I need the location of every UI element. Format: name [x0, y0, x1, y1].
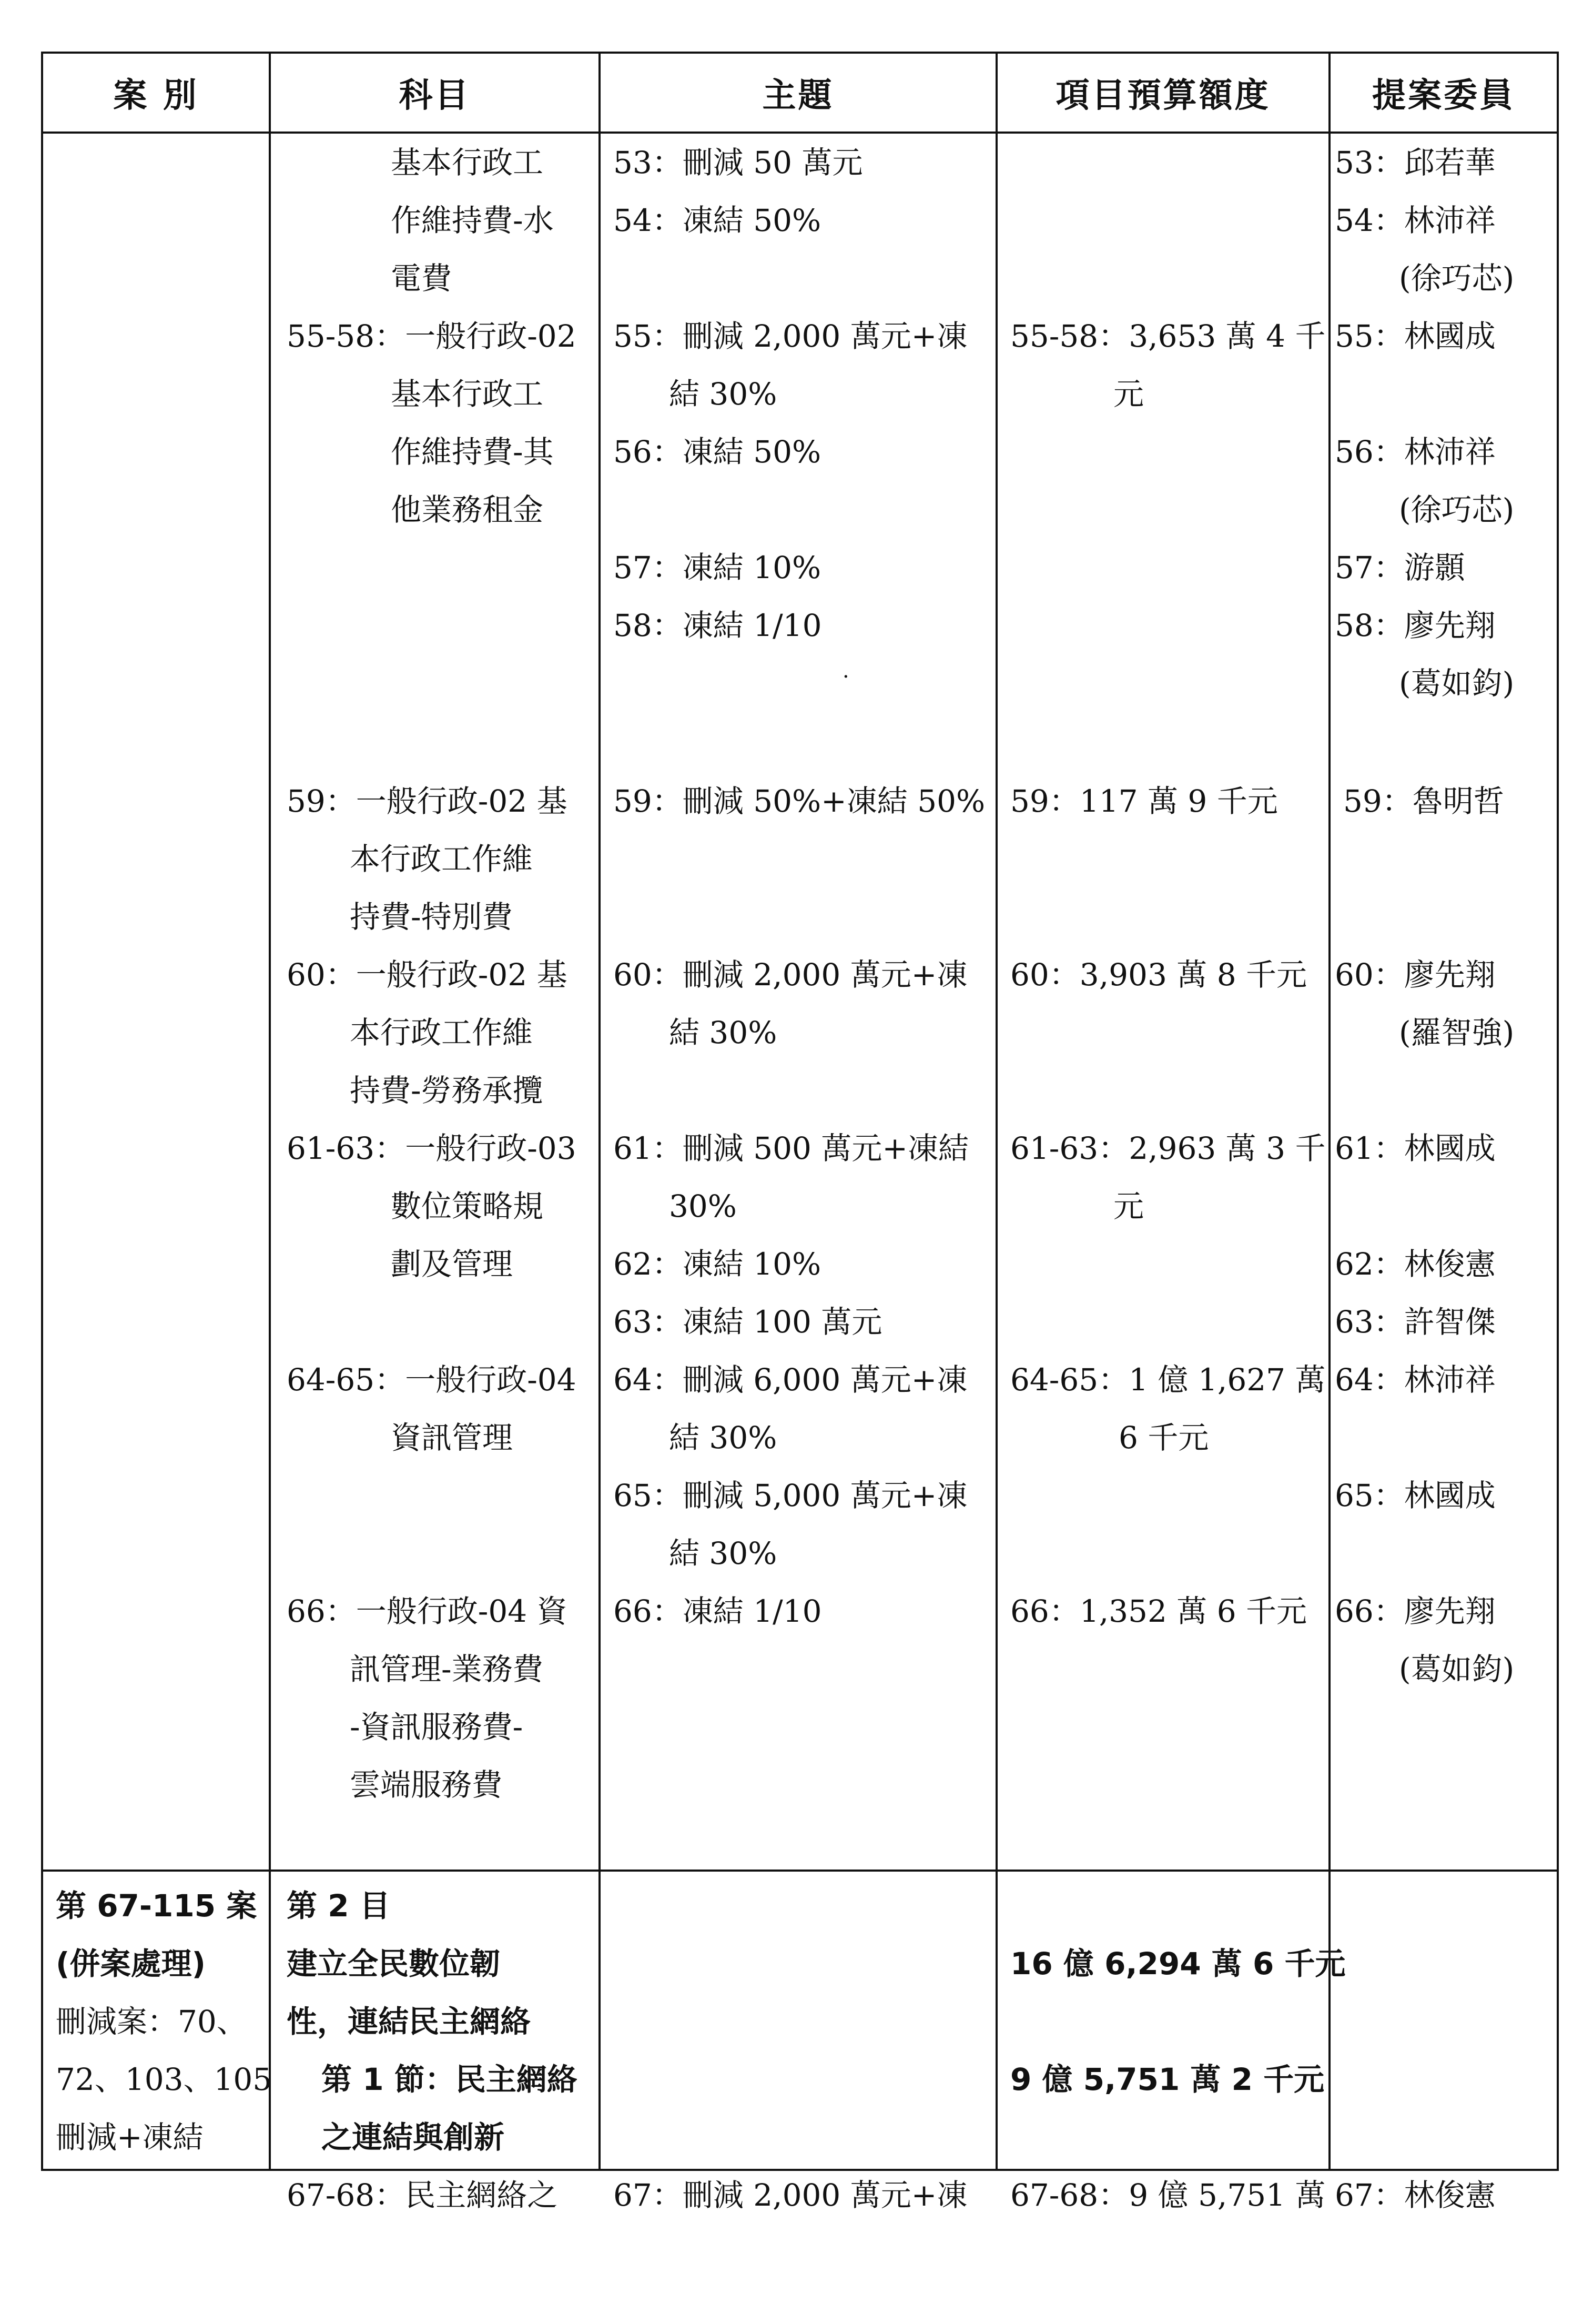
subject-line: 本行政工作維 — [350, 841, 533, 877]
proposer-line: 59：魯明哲 — [1343, 783, 1504, 819]
proposer-line: 54：林沛祥 — [1335, 203, 1496, 238]
budget-table — [41, 52, 1559, 2213]
case-line: (併案處理) — [56, 1946, 206, 1982]
proposer-line: 67：林俊憲 — [1335, 2177, 1496, 2213]
subject-line: 資訊管理 — [391, 1420, 513, 1456]
case-line: 刪減+凍結 — [56, 2119, 204, 2155]
subject-line: 基本行政工 — [391, 376, 544, 412]
proposer-cell — [1330, 1871, 1558, 2213]
budget-line: 55-58：3,653 萬 4 千 — [1010, 318, 1326, 354]
budget-line: 元 — [1113, 1188, 1144, 1224]
subject-line: 雲端服務費 — [350, 1767, 503, 1803]
topic-line: 60：刪減 2,000 萬元+凍 — [613, 957, 968, 993]
topic-line: 結 30% — [669, 376, 777, 412]
budget-line: 6 千元 — [1119, 1420, 1209, 1456]
topic-line: 57：凍結 10% — [613, 550, 821, 585]
case-line: 刪減案：70、 — [56, 2004, 247, 2039]
budget-line: 67-68：9 億 5,751 萬 — [1010, 2177, 1326, 2213]
header-proposer: 提案委員 — [1330, 53, 1558, 133]
topic-line: 59：刪減 50%+凍結 50% — [613, 783, 986, 819]
budget-line: 9 億 5,751 萬 2 千元 — [1010, 2062, 1325, 2097]
topic-line: 62：凍結 10% — [613, 1246, 821, 1282]
topic-line: 65：刪減 5,000 萬元+凍 — [613, 1478, 968, 1513]
budget-cell — [997, 1871, 1346, 2213]
proposer-line: 66：廖先翔 — [1335, 1593, 1496, 1629]
topic-line: 結 30% — [669, 1535, 777, 1571]
subject-line: 性，連結民主網絡 — [287, 2004, 531, 2039]
budget-line: 16 億 6,294 萬 6 千元 — [1010, 1946, 1346, 1982]
subject-line: 持費-特別費 — [350, 899, 513, 935]
budget-line: 66：1,352 萬 6 千元 — [1010, 1593, 1307, 1629]
budget-line: 61-63：2,963 萬 3 千 — [1010, 1130, 1326, 1166]
proposer-line: 64：林沛祥 — [1335, 1362, 1496, 1398]
proposer-line: 55：林國成 — [1335, 318, 1496, 354]
topic-line: 結 30% — [669, 1015, 777, 1050]
subject-line: 持費-勞務承攬 — [350, 1073, 543, 1108]
subject-line: 66：一般行政-04 資 — [287, 1593, 567, 1629]
proposer-line: 61：林國成 — [1335, 1130, 1496, 1166]
proposer-line: 58：廖先翔 — [1335, 608, 1496, 643]
topic-line: 53：刪減 50 萬元 — [613, 145, 863, 180]
topic-line: 56：凍結 50% — [613, 434, 821, 470]
subject-line: 數位策略規 — [391, 1188, 544, 1224]
proposer-cell — [1330, 133, 1558, 1871]
subject-line: 劃及管理 — [391, 1246, 513, 1282]
topic-line: 66：凍結 1/10 — [613, 1593, 822, 1629]
subject-line: 60：一般行政-02 基 — [287, 957, 567, 993]
subject-line: 他業務租金 — [391, 492, 544, 528]
budget-line: 59：117 萬 9 千元 — [1010, 783, 1278, 819]
proposer-line: (徐巧芯) — [1399, 492, 1515, 528]
subject-line: 作維持費-水 — [391, 203, 554, 238]
budget-table-page — [41, 52, 1557, 2213]
topic-line: 67：刪減 2,000 萬元+凍 — [613, 2177, 968, 2213]
proposer-line: 57：游顥 — [1335, 550, 1465, 585]
header-subject: 科目 — [270, 53, 600, 133]
subject-line: 61-63：一般行政-03 — [287, 1130, 576, 1166]
subject-line: 67-68：民主網絡之 — [287, 2177, 558, 2213]
subject-line: 59：一般行政-02 基 — [287, 783, 567, 819]
header-case: 案 別 — [42, 53, 270, 133]
table-row — [42, 1871, 1558, 2170]
proposer-line: 53：邱若華 — [1335, 145, 1496, 180]
topic-line: 58：凍結 1/10 — [613, 608, 822, 643]
topic-line: 63：凍結 100 萬元 — [613, 1304, 882, 1340]
table-row — [42, 133, 1558, 1871]
subject-line: 建立全民數位韌 — [287, 1946, 501, 1982]
header-row — [42, 53, 1558, 133]
case-cell — [42, 1871, 270, 2170]
topic-line: 結 30% — [669, 1420, 777, 1456]
case-line: 第 67-115 案 — [56, 1888, 257, 1924]
subject-line: 第 2 目 — [287, 1888, 390, 1924]
subject-line: 64-65：一般行政-04 — [287, 1362, 576, 1398]
proposer-line: (羅智強) — [1399, 1015, 1515, 1050]
subject-cell — [270, 1871, 600, 2213]
topic-line: 55：刪減 2,000 萬元+凍 — [613, 318, 968, 354]
subject-cell — [270, 133, 600, 1871]
proposer-line: (葛如鈞) — [1399, 1651, 1515, 1687]
header-budget: 項目預算額度 — [997, 53, 1330, 133]
subject-line: 基本行政工 — [391, 145, 544, 180]
subject-line: 訊管理-業務費 — [350, 1651, 543, 1687]
subject-line: 55-58：一般行政-02 — [287, 318, 576, 354]
proposer-line: (徐巧芯) — [1399, 260, 1515, 296]
topic-line: 30% — [669, 1188, 737, 1224]
case-cell — [42, 133, 270, 1871]
budget-line: 60：3,903 萬 8 千元 — [1010, 957, 1307, 993]
proposer-line: 63：許智傑 — [1335, 1304, 1496, 1340]
topic-cell — [600, 1871, 997, 2213]
budget-line: 64-65：1 億 1,627 萬 — [1010, 1362, 1326, 1398]
proposer-line: 60：廖先翔 — [1335, 957, 1496, 993]
proposer-line: 62：林俊憲 — [1335, 1246, 1496, 1282]
proposer-line: 65：林國成 — [1335, 1478, 1496, 1513]
topic-cell — [600, 133, 997, 1871]
subject-line: -資訊服務費- — [350, 1709, 523, 1745]
subject-line: 第 1 節：民主網絡 — [321, 2062, 577, 2097]
header-topic: 主題 — [600, 53, 997, 133]
proposer-line: (葛如鈞) — [1399, 665, 1515, 701]
budget-line: 元 — [1113, 376, 1144, 412]
subject-line: 作維持費-其 — [391, 434, 554, 470]
subject-line: 電費 — [391, 260, 452, 296]
proposer-line: 56：林沛祥 — [1335, 434, 1496, 470]
topic-line: 61：刪減 500 萬元+凍結 — [613, 1130, 969, 1166]
stray-mark: · — [843, 665, 849, 689]
topic-line: 64：刪減 6,000 萬元+凍 — [613, 1362, 968, 1398]
case-line: 72、103、105 — [56, 2062, 272, 2097]
subject-line: 本行政工作維 — [350, 1015, 533, 1050]
subject-line: 之連結與創新 — [321, 2119, 505, 2155]
topic-line: 54：凍結 50% — [613, 203, 821, 238]
budget-cell — [997, 133, 1330, 1871]
